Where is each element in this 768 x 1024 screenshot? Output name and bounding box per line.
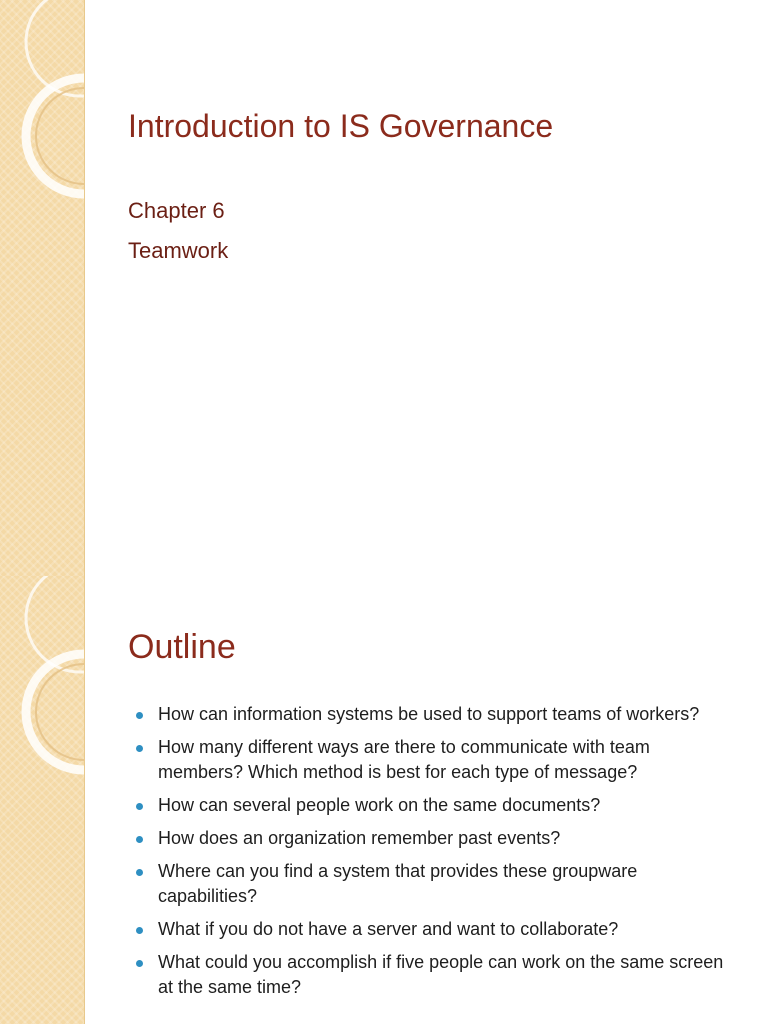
decorative-sidebar [0, 0, 85, 576]
list-item [136, 793, 726, 818]
list-item [136, 702, 726, 727]
bullet-dot-icon [136, 803, 143, 810]
slide-2 [0, 576, 768, 1024]
list-item-text: How can several people work on the same documents? [158, 795, 601, 815]
bullet-dot-icon [136, 745, 143, 752]
list-item [136, 826, 726, 851]
chapter-subtitle: Chapter 6 [128, 198, 225, 223]
outline-list [136, 702, 726, 1008]
list-item-text: How can information systems be used to support teams of workers? [158, 704, 700, 724]
slide-title: Introduction to IS Governance [128, 108, 554, 144]
decorative-sidebar [0, 576, 85, 1024]
list-item-text: What could you accomplish if five people can work on the same screen at the same time? [158, 952, 724, 997]
list-item [136, 859, 726, 909]
bullet-dot-icon [136, 836, 143, 843]
bullet-dot-icon [136, 927, 143, 934]
bullet-dot-icon [136, 960, 143, 967]
list-item-text: How many different ways are there to communicate with team members? Which method is best for each type of message? [158, 737, 650, 782]
list-item [136, 950, 726, 1000]
list-item [136, 917, 726, 942]
list-item-text: What if you do not have a server and want to collaborate? [158, 919, 619, 939]
list-item [136, 735, 726, 785]
list-item-text: Where can you find a system that provides these groupware capabilities? [158, 861, 638, 906]
bullet-dot-icon [136, 712, 143, 719]
ring-ornament-icon [0, 0, 84, 576]
outline-title: Outline [128, 628, 236, 666]
topic-subtitle: Teamwork [128, 238, 229, 263]
ring-ornament-icon [0, 576, 84, 1024]
list-item-text: How does an organization remember past events? [158, 828, 561, 848]
bullet-dot-icon [136, 869, 143, 876]
